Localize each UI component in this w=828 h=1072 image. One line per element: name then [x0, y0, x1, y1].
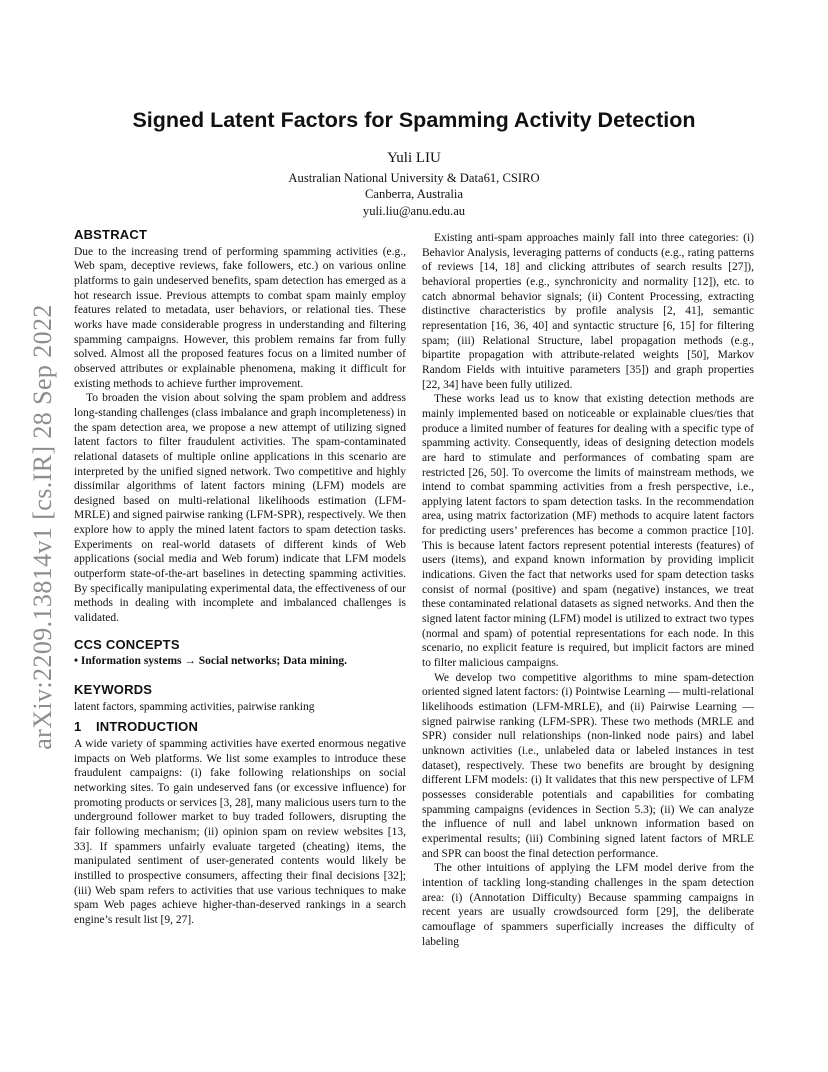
- author-email: yuli.liu@anu.edu.au: [362, 204, 466, 218]
- ccs-heading: CCS CONCEPTS: [74, 636, 180, 652]
- introduction-paragraph: These works lead us to know that existing detection methods are mainly implemented based on noticeable or explainable clues/ties that produce a limited number of features for dealing with a specific type of spamming activity. Consequently, ideas of designing detection models are hard to stimulate and performances of combating spam are restricted [26, 50]. To overcome the limits of mainstream methods, we intend to combat spamming activities from a fresh perspective, i.e., applying latent factors to spam detection tasks. In the recommendation area, using matrix factorization (MF) methods to acquire latent factors for predicting users’ preferences has become a common practice [10]. This is because latent factors represent potential interests (features) of users (items), and expand known information by providing implicit indications. Given the fact that networks used for spam detection tasks consist of normal (positive) and spam (negative) instances, we treat these contaminated relational datasets as signed networks. And then the signed latent factor mining (LFM) model is utilized to extract two types (normal and spam) of potential representations for each node. In this scenario, no explicit feature is required, but implicit factors are mined to filter malicious campaigns.: [422, 393, 754, 670]
- keywords-list: latent factors, spamming activities, pairwise ranking: [74, 700, 315, 713]
- left-column: [74, 228, 406, 928]
- arxiv-identifier-text: arXiv:2209.13814v1 [cs.IR] 28 Sep 2022: [28, 304, 57, 750]
- ccs-concepts: • Information systems → Social networks; Data mining.: [74, 655, 347, 668]
- abstract-heading: ABSTRACT: [74, 227, 148, 242]
- introduction-paragraph: A wide variety of spamming activities have exerted enormous negative impacts on Web platforms. We list some examples to introduce these fraudulent campaigns: (i) fake following relationships on social networking sites. To gain undeserved fans (or excessive influence) for promoting products or services [3, 28], many malicious users turn to the underground follower market to buy traded followers, disrupting the fair following mechanism; (ii) opinion spam on review websites [13, 33]. If spammers unfairly evaluate targeted (cheating) items, the manipulated sentiment of user-generated contents would likely be instilled to prospective consumers, affecting their final decisions [32]; (iii) Web spam refers to activities that use various techniques to make spam Web pages achieve higher-than-deserved rankings in a search engine’s result list [9, 27].: [74, 738, 406, 926]
- introduction-paragraph: The other intuitions of applying the LFM model derive from the intention of tackling long-standing challenges in the spam detection area: (i) (Annotation Difficulty) Because spamming campaigns in recent years are usually crowdsourced form [29], the deliberate camouflage of spammers superficially increases the difficulty of labeling: [422, 862, 754, 948]
- keywords-heading: KEYWORDS: [74, 682, 153, 698]
- introduction-heading: [74, 720, 406, 735]
- author-name: Yuli LIU: [387, 150, 441, 166]
- introduction-paragraph: We develop two competitive algorithms to mine spam-detection oriented signed latent factors: (i) Pointwise Learning — multi-relational likelihoods estimation (LFM-MRLE), and (ii) Pairwise Learning — signed pairwise ranking (LFM-SPR). These two methods (MRLE and SPR) consider null relationships (non-linked node pairs) and label unknown activities (i.e., unlabeled data or labeled instances in test dataset), respectively. These two benefits are brought by designing different LFM models: (i) It validates that this new perspective of LFM possesses considerable potentials and capabilities for combating spamming campaigns (evidences in Section 5.3); (ii) We can analyze the influence of null and label unknown information based on experimental results; (iii) Combining signed latent factors of MRLE and SPR can boost the final detection performance.: [422, 671, 754, 860]
- author-location: Canberra, Australia: [365, 187, 463, 201]
- arxiv-identifier: [26, 292, 60, 762]
- section-number: 1: [74, 719, 82, 735]
- author-affiliation: Australian National University & Data61, CSIRO: [288, 171, 540, 185]
- abstract-paragraph: To broaden the vision about solving the spam problem and address long-standing challenges (class imbalance and graph incompleteness) in the spam detection area, we propose a new attempt of utilizing signed latent factors to filter fraudulent activities. The spam-contaminated relational datasets of multiple online applications in this scenario are interpreted by the unified signed network. Two competitive and highly dissimilar algorithms of latent factors mining (LFM) models are designed based on multi-relational likelihoods estimation (LFM-MRLE) and signed pairwise ranking (LFM-SPR), respectively. We then explore how to apply the mined latent factors to spam detection tasks. Experiments on real-world datasets of different kinds of Web applications (social media and Web forum) indicate that LFM models outperform state-of-the-art baselines in detecting spamming activities. By specifically manipulating experimental data, the effectiveness of our methods in dealing with incomplete and imbalanced challenges is validated.: [74, 392, 406, 625]
- section-title: INTRODUCTION: [96, 719, 199, 735]
- right-column: [422, 231, 754, 949]
- abstract-paragraph: Due to the increasing trend of performing spamming activities (e.g., Web spam, deceptive reviews, fake followers, etc.) on various online platforms to gain undeserved benefits, spam detection has emerged as a hot research issue. Previous attempts to combat spam mainly employ features related to metadata, user behaviors, or relational ties. These works have made considerable progress in understanding and filtering spamming campaigns. However, this problem remains far from fully solved. Almost all the proposed features focus on a limited number of observed attributes or explainable phenomena, making it difficult for existing methods to achieve further improvement.: [74, 245, 406, 390]
- introduction-paragraph: Existing anti-spam approaches mainly fall into three categories: (i) Behavior Analysis, leveraging patterns of conducts (e.g., rating patterns of reviews [14, 18] and clicking attributes of search results [27]), behavioral properties (e.g., synchronicity and normality [12]), etc. to catch abnormal behavior signals; (ii) Content Processing, extracting distinctive characteristics by profile analysis [2, 41], semantic representation [16, 36, 40] and syntactic structure [6, 15] for filtering spam; (iii) Relational Structure, label propagation methods (e.g., bipartite propagation with attribute-related weights [50], Markov Random Fields with intuitive parameters [35]) and graph properties [22, 34] have been fully utilized.: [422, 232, 754, 391]
- paper-title: Signed Latent Factors for Spamming Activity Detection: [132, 108, 696, 132]
